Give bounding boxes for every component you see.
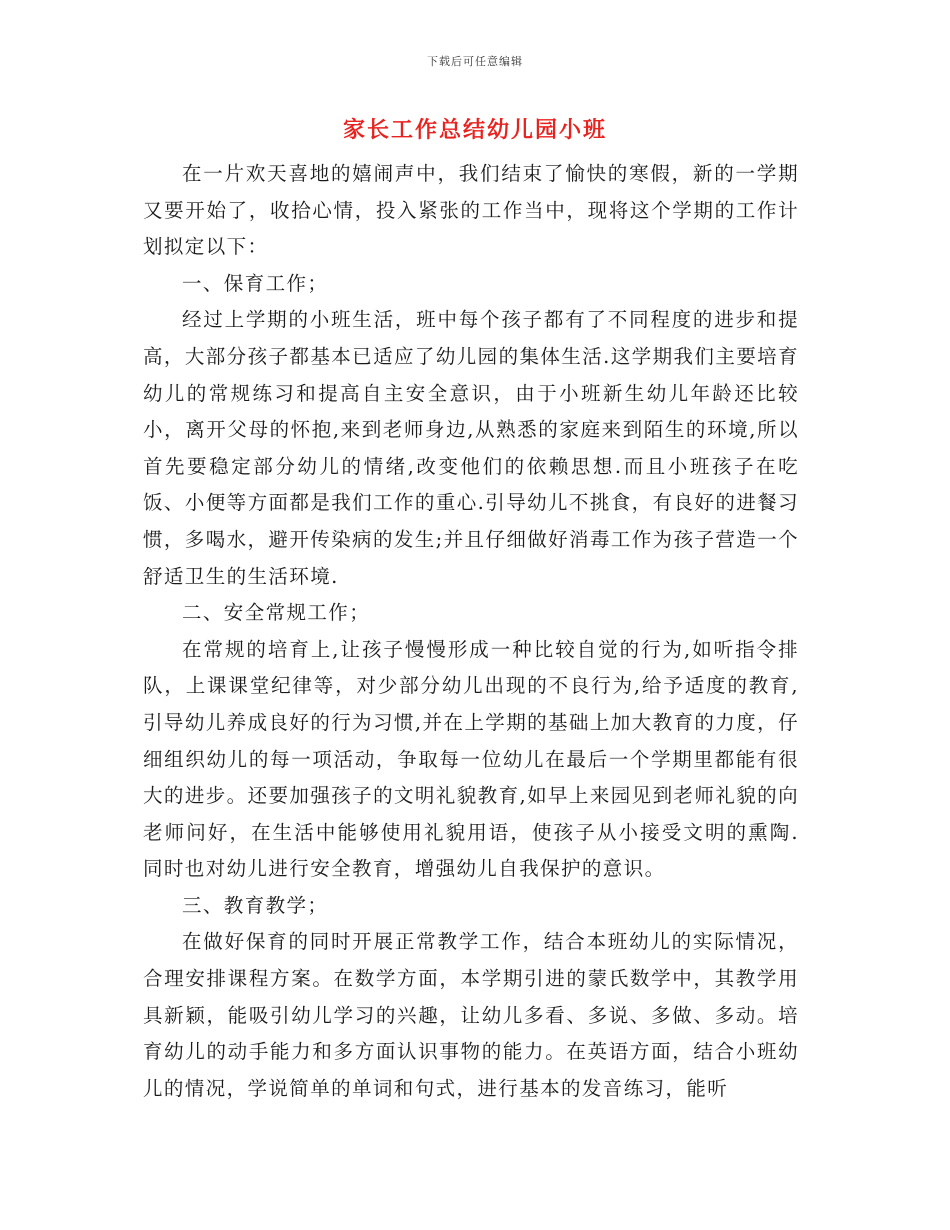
paragraph-childcare: 经过上学期的小班生活，班中每个孩子都有了不同程度的进步和提高，大部分孩子都基本已适应了幼儿园的集体生活.这学期我们主要培育幼儿的常规练习和提高自主安全意识，由于小班新生幼儿年龄还比较小，离开父母的怀抱,来到老师身边,从熟悉的家庭来到陌生的环境,所以首先要稳定部分幼儿的情绪,改变他们的依赖思想.而且小班孩子在吃饭、小便等方面都是我们工作的重心.引导幼儿不挑食，有良好的进餐习惯，多喝水，避开传染病的发生;并且仔细做好消毒工作为孩子营造一个舒适卫生的生活环境. [143,308,799,588]
document-title: 家长工作总结幼儿园小班 [342,117,607,143]
paragraph-teaching: 在做好保育的同时开展正常教学工作，结合本班幼儿的实际情况，合理安排课程方案。在数学方面，本学期引进的蒙氏数学中，其教学用具新颖，能吸引幼儿学习的兴趣，让幼儿多看、多说、多做、多动。培育幼儿的动手能力和多方面认识事物的能力。在英语方面，结合小班幼儿的情况，学说简单的单词和句式，进行基本的发音练习，能听 [143,930,799,1100]
document-body [143,156,799,1107]
section-heading-teaching: 三、教育教学； [182,893,329,917]
section-heading-safety: 二、安全常规工作； [182,601,371,625]
section-heading-childcare: 一、保育工作； [182,271,329,295]
paragraph-intro: 在一片欢天喜地的嬉闹声中，我们结束了愉快的寒假，新的一学期又要开始了，收拾心情，投入紧张的工作当中，现将这个学期的工作计划拟定以下： [143,162,799,259]
page-header-note: 下载后可任意编辑 [427,55,523,68]
paragraph-safety: 在常规的培育上,让孩子慢慢形成一种比较自觉的行为,如听指令排队，上课课堂纪律等，对少部分幼儿出现的不良行为,给予适度的教育,引导幼儿养成良好的行为习惯,并在上学期的基础上加大教育的力度，仔细组织幼儿的每一项活动，争取每一位幼儿在最后一个学期里都能有很大的进步。还要加强孩子的文明礼貌教育,如早上来园见到老师礼貌的向老师问好，在生活中能够使用礼貌用语，使孩子从小接受文明的熏陶. 同时也对幼儿进行安全教育，增强幼儿自我保护的意识。 [143,637,799,881]
